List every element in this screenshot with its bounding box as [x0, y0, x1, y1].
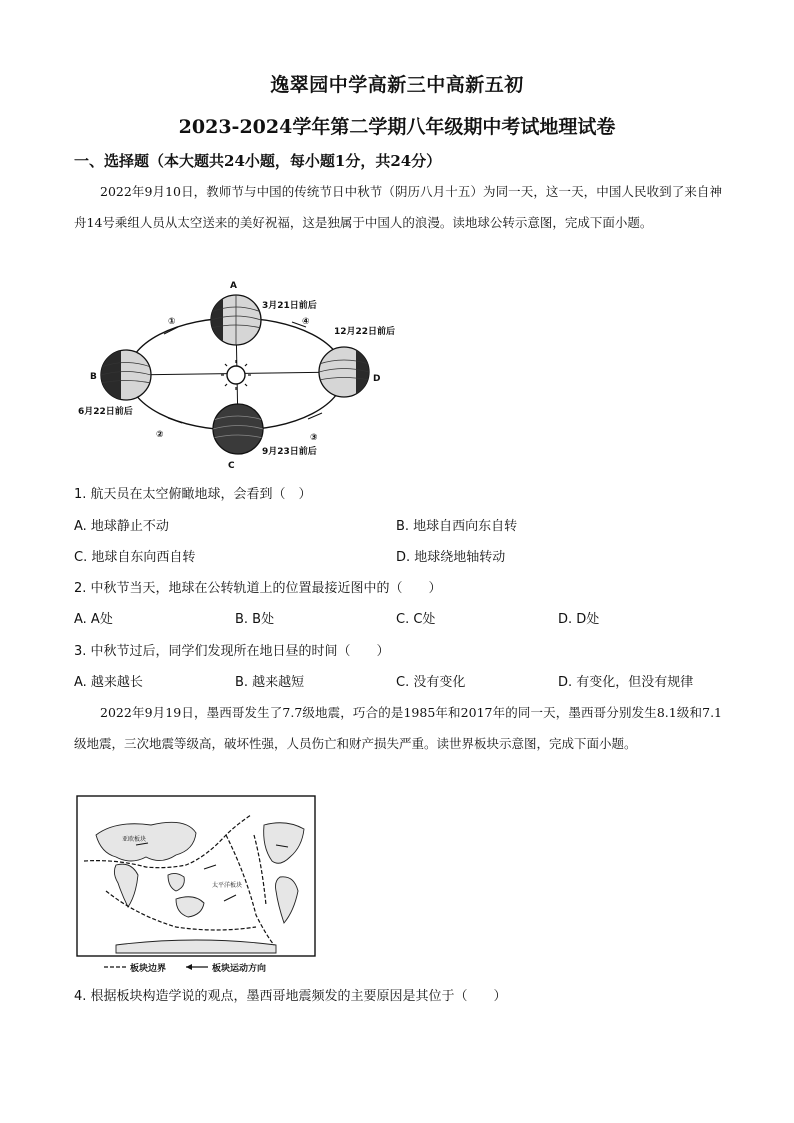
question-2-stem: 2. 中秋节当天，地球在公转轨道上的位置最接近图中的（ ）: [74, 581, 442, 596]
orbit-arrow-3: [308, 413, 322, 419]
world-plate-map: [76, 795, 316, 977]
earth-orbit-diagram: [76, 272, 416, 472]
earth-d-icon: [319, 347, 376, 397]
date-label-c: 9月23日前后: [262, 447, 317, 457]
q3-option-d[interactable]: D. 有变化，但没有规律: [558, 675, 694, 690]
earth-b-icon: [101, 350, 151, 400]
map-legend: [104, 962, 266, 974]
q2-option-d[interactable]: D. D处: [558, 612, 600, 627]
legend-arrow-icon: [186, 964, 192, 970]
point-a-label: A: [230, 281, 237, 291]
q1-option-a[interactable]: A. 地球静止不动: [74, 519, 169, 534]
q1-option-b[interactable]: B. 地球自西向东自转: [396, 519, 518, 534]
map-frame: [77, 796, 315, 956]
orbit-num-4: ④: [302, 317, 310, 327]
earth-a-icon: [211, 295, 261, 345]
q3-option-b[interactable]: B. 越来越短: [235, 675, 305, 690]
earth-c-icon: [213, 404, 263, 454]
legend-boundary-label: 板块边界: [130, 964, 167, 974]
q2-option-b[interactable]: B. B处: [235, 612, 275, 627]
section-heading: 一、选择题（本大题共24小题，每小题1分，共24分）: [74, 152, 442, 170]
orbit-arrow-2: [168, 418, 182, 423]
q1-option-c[interactable]: C. 地球自东向西自转: [74, 550, 196, 565]
orbit-arrow-1: [164, 327, 178, 334]
orbit-num-2: ②: [156, 430, 164, 440]
question-3-stem: 3. 中秋节过后，同学们发现所在地日昼的时间（ ）: [74, 644, 390, 659]
sun-icon: [221, 360, 251, 390]
passage-1: 2022年9月10日，教师节与中国的传统节日中秋节（阴历八月十五）为同一天，这一天，中国人民收到了来自神舟14号乘组人员从太空送来的美好祝福，这是独属于中国人的浪漫。读地球公转示意图，完成下面小题。: [74, 184, 722, 230]
eurasian-plate-label: 亚欧板块: [122, 836, 147, 843]
question-1-stem: 1. 航天员在太空俯瞰地球，会看到（ ）: [74, 487, 312, 502]
q1-option-d[interactable]: D. 地球绕地轴转动: [396, 550, 506, 565]
point-d-label: D: [373, 374, 381, 384]
date-label-a: 3月21日前后: [262, 301, 317, 311]
pacific-plate-label: 太平洋板块: [212, 882, 243, 889]
point-c-label: C: [228, 461, 235, 471]
q2-option-a[interactable]: A. A处: [74, 612, 113, 627]
legend-direction-label: 板块运动方向: [212, 964, 267, 974]
school-title: 逸翠园中学高新三中高新五初: [270, 74, 524, 96]
passage-2: 2022年9月19日，墨西哥发生了7.7级地震，巧合的是1985年和2017年的同一天，墨西哥分别发生8.1级和7.1级地震，三次地震等级高，破坏性强，人员伤亡和财产损失严重。读世界板块示意图，完成下面小题。: [74, 705, 722, 751]
q3-option-a[interactable]: A. 越来越长: [74, 675, 143, 690]
orbit-num-1: ①: [168, 317, 176, 327]
date-label-d: 12月22日前后: [334, 327, 396, 337]
q3-option-c[interactable]: C. 没有变化: [396, 675, 466, 690]
question-4-stem: 4. 根据板块构造学说的观点，墨西哥地震频发的主要原因是其位于（ ）: [74, 989, 507, 1004]
point-b-label: B: [90, 372, 97, 382]
date-label-b: 6月22日前后: [78, 407, 133, 417]
exam-title: 2023-2024学年第二学期八年级期中考试地理试卷: [178, 116, 616, 138]
orbit-num-3: ③: [310, 433, 318, 443]
q2-option-c[interactable]: C. C处: [396, 612, 436, 627]
